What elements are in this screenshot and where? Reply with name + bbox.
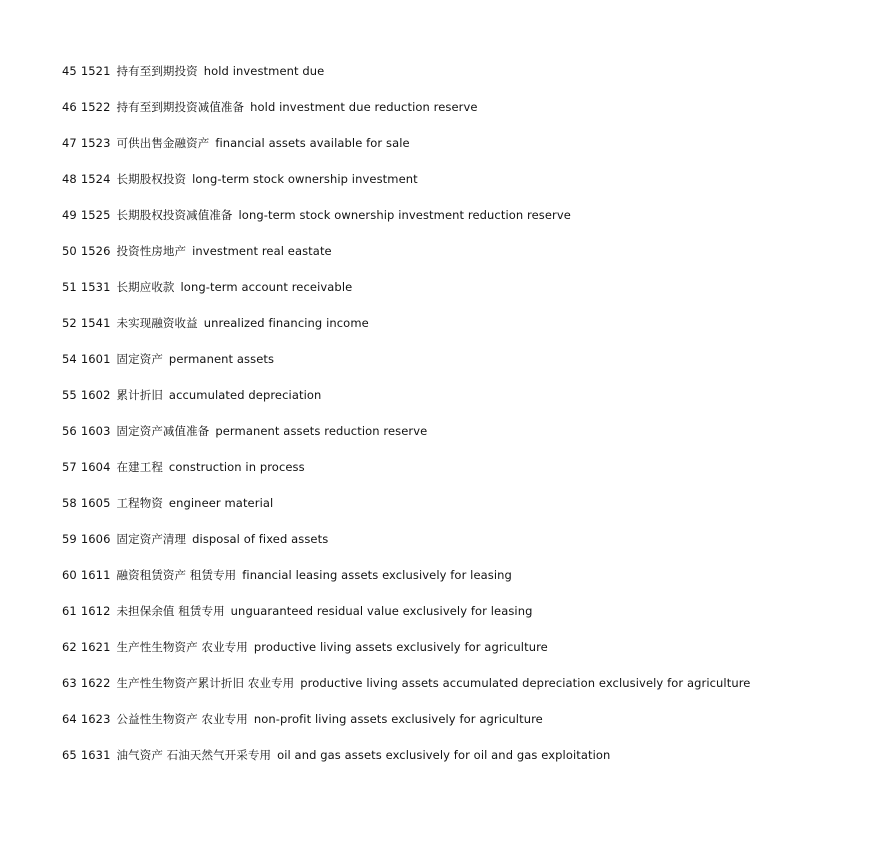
entry-number: 48	[62, 172, 77, 186]
account-entry	[62, 350, 852, 368]
account-name-chinese: 公益性生物资产 农业专用	[116, 712, 248, 726]
account-name-english: unrealized financing income	[203, 316, 369, 330]
account-code: 1525	[80, 208, 111, 222]
entry-number: 54	[62, 352, 77, 366]
account-code: 1612	[80, 604, 111, 618]
account-entry	[62, 674, 852, 692]
account-code: 1601	[80, 352, 111, 366]
account-name-chinese: 持有至到期投资	[116, 64, 198, 78]
account-name-english: financial leasing assets exclusively for leasing	[242, 568, 512, 582]
entry-number: 47	[62, 136, 77, 150]
entry-number: 61	[62, 604, 77, 618]
account-entry	[62, 206, 852, 224]
account-name-english: long-term account receivable	[180, 280, 353, 294]
account-code: 1602	[80, 388, 111, 402]
account-name-chinese: 长期股权投资减值准备	[116, 208, 233, 222]
account-name-chinese: 固定资产	[116, 352, 163, 366]
account-name-chinese: 累计折旧	[116, 388, 163, 402]
account-entry	[62, 278, 852, 296]
entry-number: 62	[62, 640, 77, 654]
account-entry	[62, 602, 852, 620]
account-entry	[62, 638, 852, 656]
account-name-chinese: 固定资产减值准备	[116, 424, 210, 438]
entry-number: 49	[62, 208, 77, 222]
account-entry	[62, 386, 852, 404]
account-name-english: accumulated depreciation	[168, 388, 322, 402]
account-name-chinese: 在建工程	[116, 460, 163, 474]
account-code: 1606	[80, 532, 111, 546]
account-name-chinese: 油气资产 石油天然气开采专用	[116, 748, 272, 762]
entry-number: 65	[62, 748, 77, 762]
account-name-chinese: 持有至到期投资减值准备	[116, 100, 245, 114]
account-entry	[62, 458, 852, 476]
account-name-english: permanent assets reduction reserve	[215, 424, 428, 438]
account-name-english: financial assets available for sale	[215, 136, 410, 150]
entry-number: 50	[62, 244, 77, 258]
account-list	[62, 62, 852, 782]
account-code: 1531	[80, 280, 111, 294]
account-name-chinese: 生产性生物资产累计折旧 农业专用	[116, 676, 295, 690]
account-name-english: hold investment due reduction reserve	[250, 100, 478, 114]
account-name-english: long-term stock ownership investment	[192, 172, 418, 186]
account-name-english: non-profit living assets exclusively for agriculture	[253, 712, 543, 726]
account-name-english: long-term stock ownership investment reduction reserve	[238, 208, 571, 222]
account-code: 1522	[80, 100, 111, 114]
entry-number: 57	[62, 460, 77, 474]
account-name-chinese: 融资租赁资产 租赁专用	[116, 568, 237, 582]
account-name-chinese: 固定资产清理	[116, 532, 187, 546]
account-entry	[62, 170, 852, 188]
account-name-english: hold investment due	[203, 64, 325, 78]
entry-number: 52	[62, 316, 77, 330]
entry-number: 59	[62, 532, 77, 546]
account-code: 1631	[80, 748, 111, 762]
account-name-english: investment real eastate	[192, 244, 332, 258]
account-name-english: construction in process	[168, 460, 305, 474]
account-name-chinese: 生产性生物资产 农业专用	[116, 640, 248, 654]
account-name-english: oil and gas assets exclusively for oil and gas exploitation	[277, 748, 611, 762]
entry-number: 46	[62, 100, 77, 114]
account-entry	[62, 62, 852, 80]
entry-number: 56	[62, 424, 77, 438]
account-code: 1622	[80, 676, 111, 690]
account-name-chinese: 长期应收款	[116, 280, 175, 294]
account-name-chinese: 长期股权投资	[116, 172, 187, 186]
account-code: 1523	[80, 136, 111, 150]
account-code: 1611	[80, 568, 111, 582]
account-name-english: engineer material	[168, 496, 274, 510]
account-entry	[62, 98, 852, 116]
account-entry	[62, 494, 852, 512]
account-entry	[62, 530, 852, 548]
account-code: 1603	[80, 424, 111, 438]
account-name-chinese: 投资性房地产	[116, 244, 187, 258]
account-code: 1541	[80, 316, 111, 330]
account-name-chinese: 未实现融资收益	[116, 316, 198, 330]
account-code: 1521	[80, 64, 111, 78]
account-code: 1604	[80, 460, 111, 474]
account-entry	[62, 422, 852, 440]
account-name-english: productive living assets exclusively for agriculture	[253, 640, 548, 654]
entry-number: 64	[62, 712, 77, 726]
account-entry	[62, 314, 852, 332]
account-name-english: disposal of fixed assets	[192, 532, 329, 546]
entry-number: 55	[62, 388, 77, 402]
account-entry	[62, 134, 852, 152]
account-code: 1623	[80, 712, 111, 726]
entry-number: 63	[62, 676, 77, 690]
entry-number: 60	[62, 568, 77, 582]
account-name-english: unguaranteed residual value exclusively for leasing	[230, 604, 533, 618]
account-name-chinese: 未担保余值 租赁专用	[116, 604, 225, 618]
account-entry	[62, 746, 852, 764]
account-name-english: productive living assets accumulated depreciation exclusively for agriculture	[300, 676, 751, 690]
entry-number: 45	[62, 64, 77, 78]
account-entry	[62, 566, 852, 584]
account-name-chinese: 可供出售金融资产	[116, 136, 210, 150]
account-name-chinese: 工程物资	[116, 496, 163, 510]
entry-number: 51	[62, 280, 77, 294]
account-code: 1621	[80, 640, 111, 654]
account-code: 1524	[80, 172, 111, 186]
account-name-english: permanent assets	[168, 352, 275, 366]
account-code: 1526	[80, 244, 111, 258]
account-entry	[62, 242, 852, 260]
account-code: 1605	[80, 496, 111, 510]
entry-number: 58	[62, 496, 77, 510]
account-entry	[62, 710, 852, 728]
